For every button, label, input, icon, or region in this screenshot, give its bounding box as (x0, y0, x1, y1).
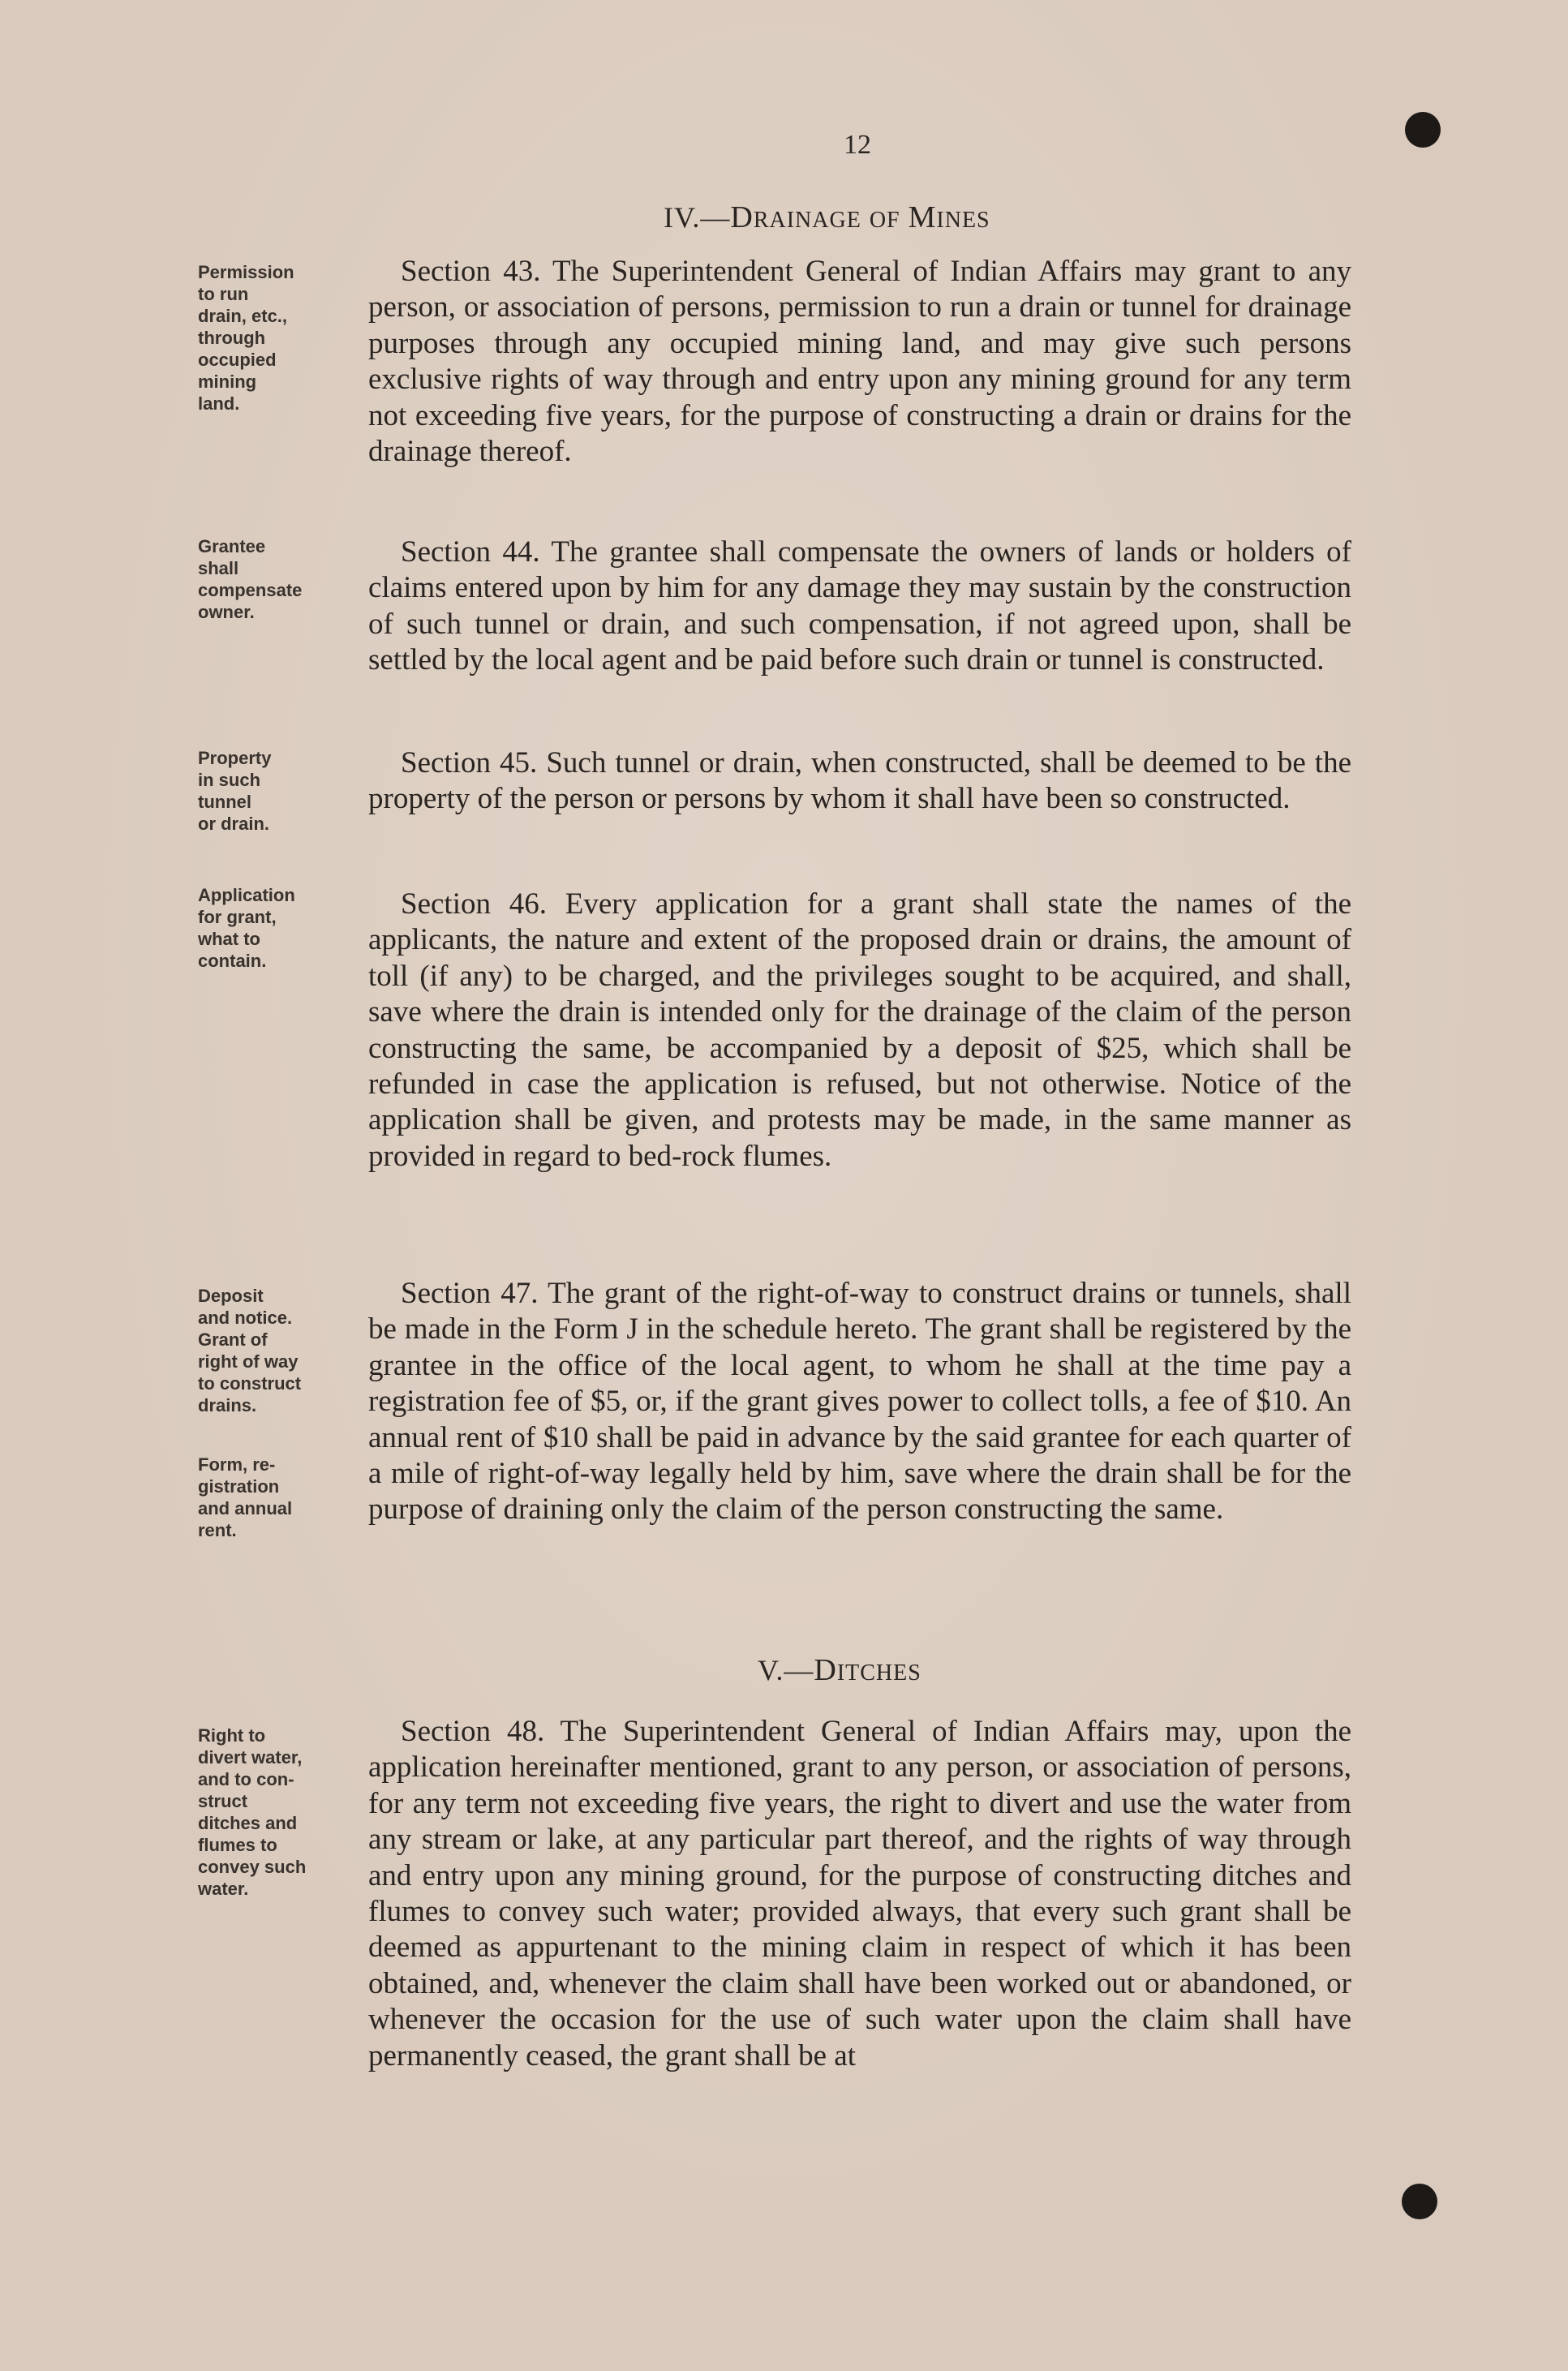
heading-cap: M (908, 200, 937, 234)
heading-cap: D (730, 200, 754, 234)
heading-smallcaps: OF (869, 208, 900, 233)
margin-note-application: Application for grant, what to contain. (198, 885, 295, 971)
page-number: 12 (844, 130, 871, 160)
heading-smallcaps: ITCHES (836, 1660, 921, 1686)
section-text: Every application for a grant shall state the names of the applicants, the nature and extent of the proposed drain or drains, the amount of toll (if any) to be charged, and the privileges sought to be acquired, and shall, save where the drain is intended only for the drainage of the claim of the person constructing the same, be accompanied by a deposit of $25, which shall be refunded in case the application is refused, but not otherwise. Notice of the application shall be given, and protests may be made, in the same manner as provided in regard to bed-rock flumes. (368, 887, 1351, 1173)
section-label: Section 46. (401, 887, 547, 921)
punch-hole-bottom (1402, 2184, 1437, 2219)
punch-hole-top (1405, 112, 1441, 148)
section-text: The grant of the right-of-way to construct drains or tunnels, shall be made in the Form J in the schedule hereto. The grant shall be registered by the grantee in the office of the local agent, to whom he shall at the time pay a registration fee of $5, or, if the grant gives power to collect tolls, a fee of $10. An annual rent of $10 shall be paid in advance by the said grantee for each quarter of a mile of right-of-way legally held by him, save where the drain shall be for the purpose of draining only the claim of the person constructing the same. (368, 1277, 1351, 1527)
section-47-paragraph (368, 1276, 1351, 1528)
section-text: The Superintendent General of Indian Affairs may grant to any person, or association of persons, permission to run a drain or tunnel for drainage purposes through any occupied mining land, and may give such persons exclusive rights of way through and entry upon any mining ground for any term not exceeding five years, for the purpose of constructing a drain or drains for the drainage thereof. (368, 255, 1352, 469)
heading-drainage-of-mines (664, 200, 990, 235)
section-label: Section 43. (401, 255, 541, 288)
section-label: Section 48. (401, 1715, 545, 1748)
heading-numeral: IV.— (664, 201, 731, 234)
section-48-paragraph (368, 1714, 1351, 2074)
section-44-paragraph (368, 535, 1351, 679)
margin-note-right-to-divert: Right to divert water, and to con- struct ditches and flumes to convey such water. (198, 1725, 307, 1899)
section-43-paragraph (368, 254, 1351, 470)
section-label: Section 44. (401, 535, 540, 569)
margin-note-grantee: Grantee shall compensate owner. (198, 536, 303, 622)
section-text: Such tunnel or drain, when constructed, shall be deemed to be the property of the person or persons by whom it shall have been so constructed. (368, 746, 1352, 816)
section-label: Section 45. (401, 746, 538, 780)
margin-note-property: Property in such tunnel or drain. (198, 748, 272, 834)
section-45-paragraph (368, 745, 1351, 818)
heading-ditches (758, 1652, 921, 1688)
heading-smallcaps: RAINAGE (753, 208, 861, 233)
margin-note-permission: Permission to run drain, etc., through occupied mining land. (198, 262, 294, 414)
section-46-paragraph (368, 887, 1351, 1175)
section-label: Section 47. (401, 1277, 539, 1310)
section-text: The Superintendent General of Indian Affairs may, upon the application hereinafter mentioned, grant to any person, or association of persons, for any term not exceeding five years, the right to divert and use the water from any stream or lake, at any particular part thereof, and the rights of way through and entry upon any mining ground, for the purpose of constructing ditches and flumes to convey such water; provided always, that every such grant shall be deemed as appurtenant to the mining claim in respect of which it has been obtained, and, whenever the claim shall have been worked out or abandoned, or whenever the occasion for the use of such water upon the claim shall have permanently ceased, the grant shall be at (368, 1715, 1351, 2072)
heading-cap: D (814, 1653, 837, 1687)
margin-note-deposit: Deposit and notice. Grant of right of way to construct drains. (198, 1286, 302, 1415)
heading-numeral: V.— (758, 1654, 814, 1686)
margin-note-form: Form, re- gistration and annual rent. (198, 1454, 293, 1540)
heading-smallcaps: INES (936, 208, 990, 233)
section-text: The grantee shall compensate the owners of lands or holders of claims entered upon by him for any damage they may sustain by the construction of such tunnel or drain, and such compensation, if not agreed upon, shall be settled by the local agent and be paid before such drain or tunnel is constructed. (368, 535, 1351, 677)
